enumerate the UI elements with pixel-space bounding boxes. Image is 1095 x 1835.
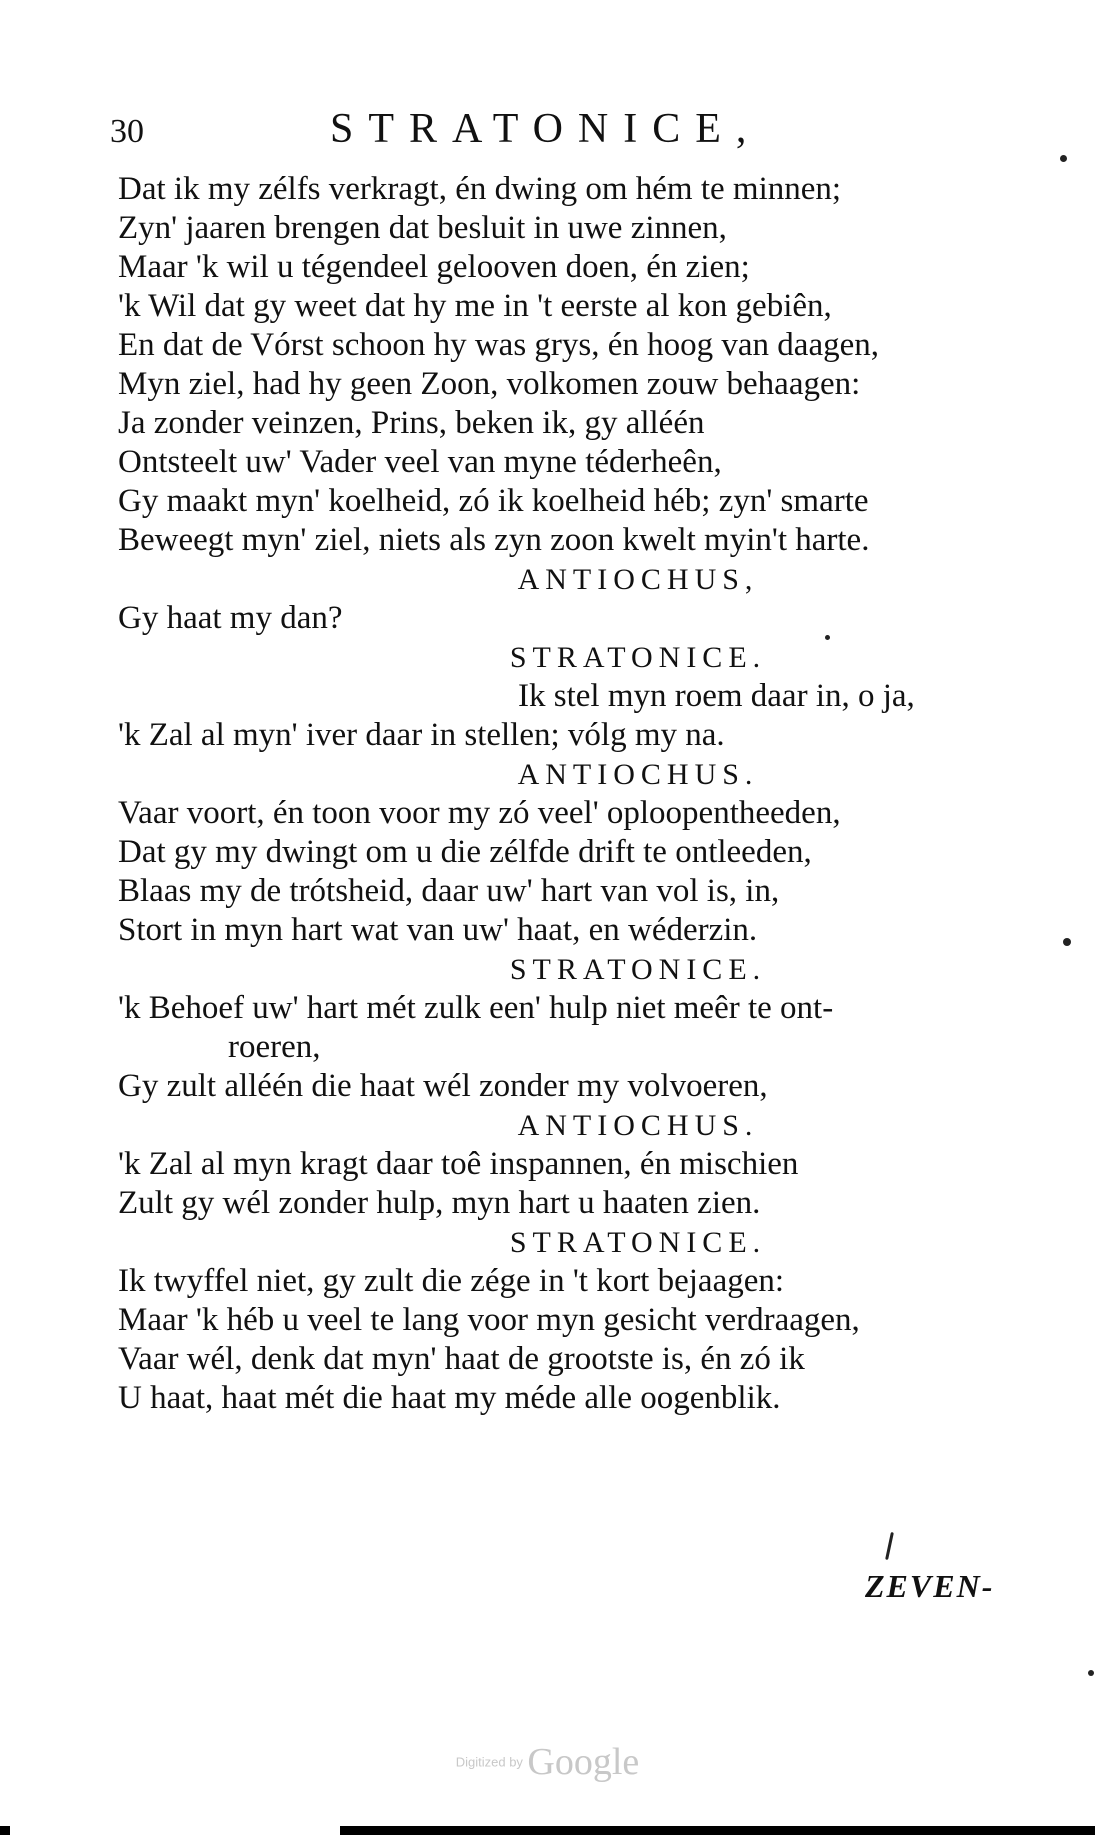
ink-speck	[885, 1532, 894, 1560]
speaker-name: ANTIOCHUS,	[517, 563, 759, 596]
stamp-prefix: Digitized by	[455, 1754, 523, 1770]
verse-line: Zult gy wél zonder hulp, myn hart u haaten zien.	[118, 1185, 761, 1221]
running-title: STRATONICE,	[330, 106, 762, 152]
ink-speck	[1063, 938, 1071, 946]
verse-line: Gy zult alléén die haat wél zonder my volvoeren,	[118, 1068, 768, 1104]
ink-speck	[1088, 1670, 1094, 1676]
verse-line: Gy maakt myn' koelheid, zó ik koelheid héb; zyn' smarte	[118, 483, 869, 519]
verse-line-continuation: roeren,	[228, 1029, 321, 1065]
verse-line: Gy haat my dan?	[118, 600, 343, 636]
scan-edge	[0, 1826, 10, 1835]
verse-line: Myn ziel, had hy geen Zoon, volkomen zouw behaagen:	[118, 366, 861, 402]
google-logo: Google	[527, 1741, 640, 1783]
speaker-name: ANTIOCHUS.	[517, 758, 759, 791]
page-header	[110, 105, 1010, 165]
scan-edge	[340, 1826, 1095, 1835]
verse-text	[118, 170, 1038, 1418]
verse-line: Maar 'k wil u tégendeel gelooven doen, én zien;	[118, 249, 750, 285]
verse-line: Maar 'k héb u veel te lang voor myn gesicht verdraagen,	[118, 1302, 860, 1338]
speaker-name: STRATONICE.	[509, 641, 767, 674]
ink-speck	[825, 635, 830, 640]
verse-line: Stort in myn hart wat van uw' haat, en wéderzin.	[118, 912, 758, 948]
speaker-name: ANTIOCHUS.	[517, 1109, 759, 1142]
verse-line: Vaar wél, denk dat myn' haat de grootste is, én zó ik	[118, 1341, 805, 1377]
page-number: 30	[110, 113, 144, 150]
verse-line: Ja zonder veinzen, Prins, beken ik, gy alléén	[118, 405, 705, 441]
verse-line: Ik stel myn roem daar in, o ja,	[518, 678, 915, 714]
verse-line: U haat, haat mét die haat my méde alle oogenblik.	[118, 1380, 781, 1416]
speaker-name: STRATONICE.	[509, 1226, 767, 1259]
verse-line: Vaar voort, én toon voor my zó veel' oploopentheeden,	[118, 795, 841, 831]
verse-line: Ontsteelt uw' Vader veel van myne téderheên,	[118, 444, 722, 480]
verse-line: 'k Behoef uw' hart mét zulk een' hulp niet meêr te ont-	[118, 990, 834, 1026]
verse-line: Zyn' jaaren brengen dat besluit in uwe zinnen,	[118, 210, 727, 246]
verse-line: Blaas my de trótsheid, daar uw' hart van vol is, in,	[118, 873, 780, 909]
verse-line: 'k Zal al myn kragt daar toê inspannen, én mischien	[118, 1146, 799, 1182]
verse-line: 'k Wil dat gy weet dat hy me in 't eerste al kon gebiên,	[118, 288, 832, 324]
catchword: ZEVEN-	[865, 1568, 995, 1604]
verse-line: Beweegt myn' ziel, niets als zyn zoon kwelt myin't harte.	[118, 522, 870, 558]
verse-line: En dat de Vórst schoon hy was grys, én hoog van daagen,	[118, 327, 879, 363]
speaker-name: STRATONICE.	[509, 953, 767, 986]
ink-speck	[1060, 155, 1067, 162]
verse-line: 'k Zal al myn' iver daar in stellen; vólg my na.	[118, 717, 725, 753]
verse-line: Ik twyffel niet, gy zult die zége in 't kort bejaagen:	[118, 1263, 785, 1299]
verse-line: Dat ik my zélfs verkragt, én dwing om hém te minnen;	[118, 171, 842, 207]
digitized-stamp	[0, 1740, 1095, 1784]
verse-line: Dat gy my dwingt om u die zélfde drift te ontleeden,	[118, 834, 812, 870]
